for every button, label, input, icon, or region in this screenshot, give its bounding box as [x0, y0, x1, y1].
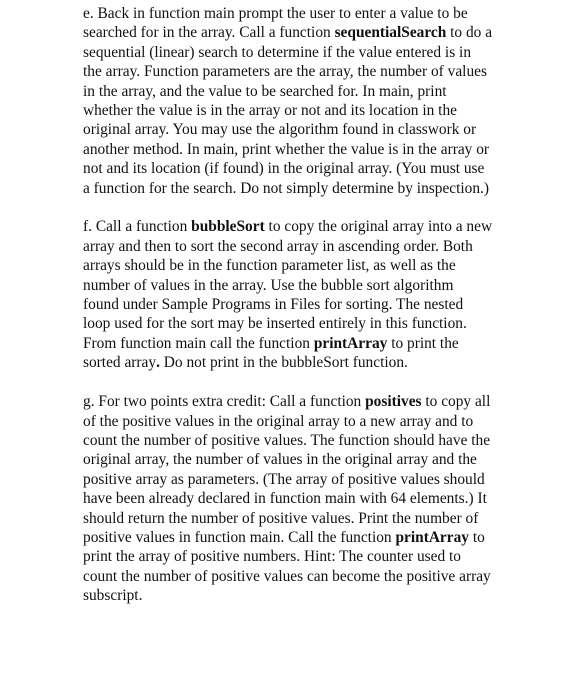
text-run: f. Call a function	[83, 218, 192, 236]
bold-period: .	[156, 354, 160, 372]
text-run: to print the sorted array	[83, 334, 459, 372]
paragraph-e	[83, 4, 493, 198]
paragraph-f	[83, 217, 493, 372]
text-run: to copy the original array into a new array and then to sort the second array in ascending order. Both arrays should be in the function parameter list, as well as the number of values in the array. Use the bubble sort algorithm found under Sample Programs in Files for sorting. The nested loop used for the sort may be inserted entirely in this function. From function main call the function	[83, 218, 493, 352]
function-name-positives: positives	[365, 393, 422, 411]
text-run: to do a sequential (linear) search to determine if the value entered is in the array. Function parameters are the array, the number of values in the array, and the value to be searched for. In main, print whether the value is in the array or not and its location in the original array. You may use the algorithm found in classwork or another method. In main, print whether the value is in the array or not and its location (if found) in the original array. (You must use a function for the search. Do not simply determine by inspection.)	[83, 24, 493, 197]
text-run: to print the array of positive numbers. Hint: The counter used to count the number of positive values can become the positive array subscript.	[83, 528, 491, 605]
text-run: e. Back in function main prompt the user to enter a value to be searched for in the array. Call a function	[83, 5, 468, 42]
function-name-sequentialsearch: sequentialSearch	[334, 24, 447, 42]
text-run: to copy all of the positive values in the original array to a new array and to count the number of positive values. The function should have the original array, the number of values in the original array and the positive array as parameters. (The array of positive values should have been already declared in function main with 64 elements.) It should return the number of positive values. Print the number of positive values in function main. Call the function	[83, 393, 491, 546]
function-name-printarray: printArray	[395, 528, 469, 546]
text-run: g. For two points extra credit: Call a function	[83, 393, 366, 411]
function-name-printarray: printArray	[313, 334, 388, 352]
document-page	[83, 4, 493, 606]
text-run: Do not print in the bubbleSort function.	[159, 354, 408, 372]
paragraph-g	[83, 392, 493, 605]
function-name-bubblesort: bubbleSort	[191, 218, 265, 236]
